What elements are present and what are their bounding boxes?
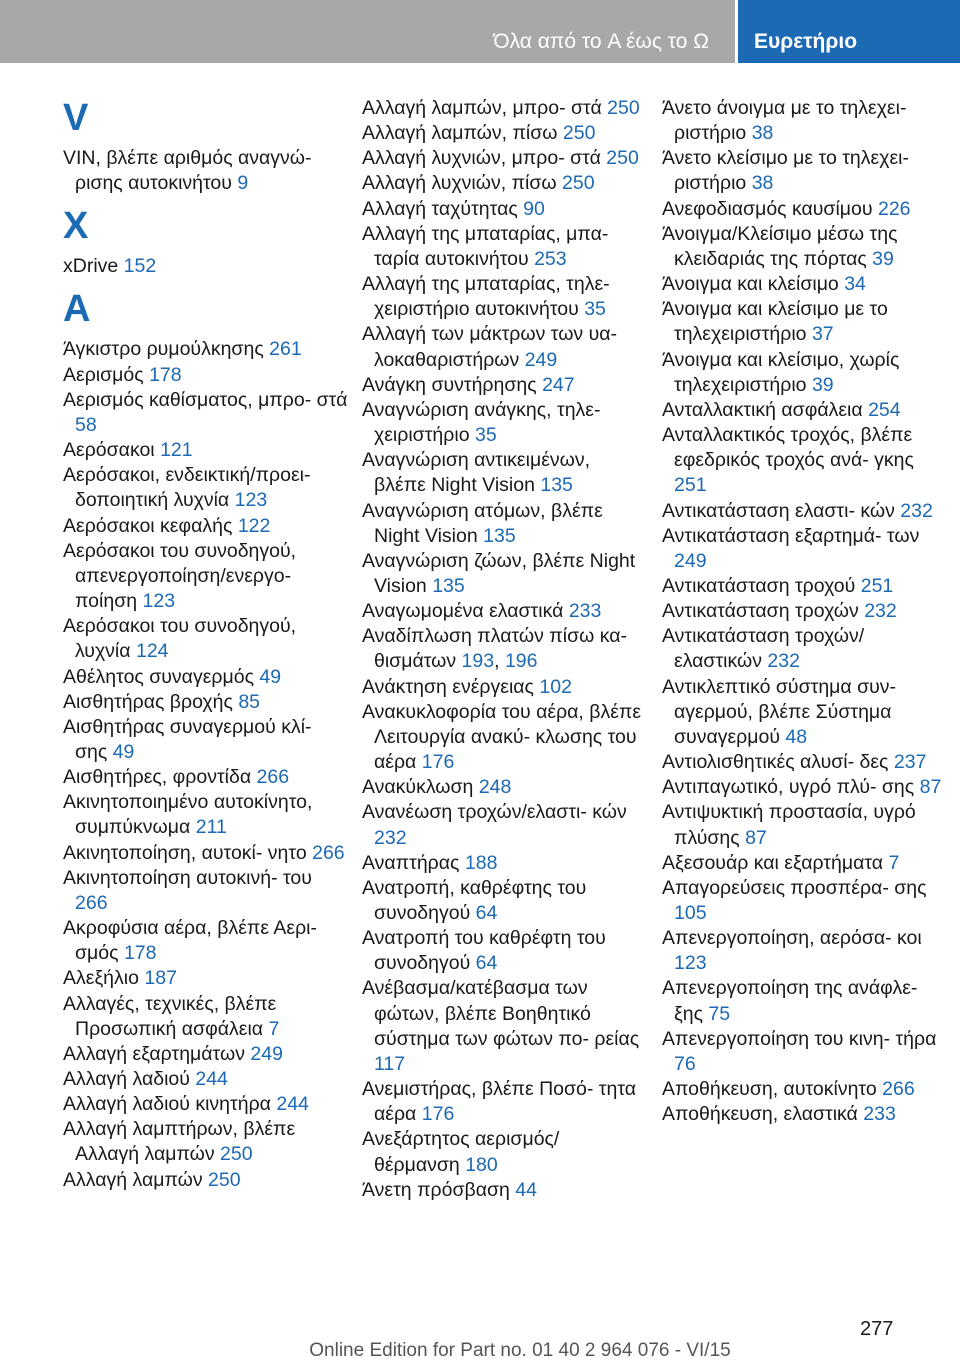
page-link[interactable]: 90	[523, 197, 545, 220]
page-link[interactable]: 49	[112, 740, 135, 763]
index-entry	[662, 574, 947, 599]
index-entry	[63, 690, 348, 715]
section-title: Όλα από το A έως το Ω	[493, 30, 709, 53]
index-entry	[362, 700, 647, 775]
page-header	[0, 0, 960, 63]
page-link[interactable]: 251	[674, 474, 707, 497]
page-link[interactable]: 254	[868, 398, 901, 421]
index-entry-text: Ανταλλακτική ασφάλεια	[662, 398, 869, 421]
page-link[interactable]: 49	[259, 665, 282, 688]
index-entry-text: Αερόσακοι	[63, 439, 161, 462]
index-column-2	[362, 96, 647, 1203]
index-entry	[362, 272, 647, 322]
page-link[interactable]: 123	[234, 489, 268, 512]
index-entry-text: Αλλαγή λαμπών, πίσω	[362, 122, 563, 145]
footer-edition	[0, 1340, 960, 1362]
index-entry	[63, 715, 348, 765]
page-link[interactable]: 85	[238, 690, 261, 713]
index-entry	[63, 765, 348, 790]
page-link[interactable]: 237	[893, 751, 927, 774]
index-entry-text: Ανέβασμα/κατέβασμα των φώτων, βλέπε Βοηθητικό σύστημα των φώτων πο‐ ρείας	[362, 977, 640, 1050]
index-entry-text: Αλλαγή λαμπτήρων, βλέπε Αλλαγή λαμπών	[63, 1118, 296, 1166]
index-entry	[63, 992, 348, 1042]
index-entry	[662, 348, 947, 398]
page-link[interactable]: 123	[142, 590, 176, 613]
page-link[interactable]: 233	[863, 1103, 896, 1126]
index-entry-text: Ανακύκλωση	[362, 776, 479, 799]
index-entry-text: Άνετο άνοιγμα με το τηλεχει‐ ριστήριο	[662, 97, 907, 145]
index-entry	[63, 790, 348, 840]
index-entry	[662, 1077, 947, 1102]
page-link[interactable]: 180	[465, 1153, 498, 1176]
index-entry-text: Ακινητοποίηση αυτοκινή‐ του	[63, 866, 312, 889]
index-entry	[362, 197, 647, 222]
index-entry-text: Απενεργοποίηση της ανάφλε‐ ξης	[662, 977, 918, 1025]
index-entry	[63, 146, 348, 196]
index-entry-text: Αντικατάσταση τροχών	[662, 600, 865, 623]
page-link[interactable]: 266	[312, 841, 345, 864]
index-entry	[662, 272, 947, 297]
index-entry-text: Αντιπαγωτικό, υγρό πλύ‐ σης	[662, 776, 920, 799]
index-entry	[362, 876, 647, 926]
index-entry	[662, 297, 947, 347]
index-entry-text: Αντικατάσταση τροχού	[662, 574, 861, 597]
index-entry	[362, 373, 647, 398]
index-entry	[662, 851, 947, 876]
page-link[interactable]: 196	[504, 650, 538, 673]
index-entry	[362, 800, 647, 850]
index-letter-heading: Α	[63, 288, 91, 331]
page-link[interactable]: 176	[421, 1103, 455, 1126]
index-entry	[362, 1077, 647, 1127]
page-link[interactable]: 249	[674, 549, 707, 572]
index-entry-text: Αλλαγή λαδιού κινητήρα	[63, 1093, 277, 1116]
index-entry-text: Αλλαγή λυχνιών, μπρο‐ στά	[362, 147, 607, 170]
index-entry-text: Αλλαγή των μάκτρων των υα‐ λοκαθαριστήρων	[362, 323, 618, 371]
index-entry	[362, 624, 647, 674]
page-link[interactable]: 188	[464, 851, 498, 874]
index-entry	[362, 322, 647, 372]
page-link[interactable]: 7	[888, 851, 900, 874]
index-entry-text: Αλλαγή της μπαταρίας, τηλε‐ χειριστήριο αυτοκινήτου	[362, 273, 610, 321]
index-entry-text: Αθέλητος συναγερμός	[63, 665, 260, 688]
page-separator: ,	[494, 650, 505, 673]
index-entry-text: Αερόσακοι, ενδεικτική/προει‐ δοποιητική λυχνία	[63, 464, 311, 512]
index-entry-text: Αξεσουάρ και εξαρτήματα	[662, 851, 889, 874]
page-link[interactable]: 87	[919, 776, 942, 799]
index-entry-text: Αλλαγή λαδιού	[63, 1068, 196, 1090]
page-link[interactable]: 75	[708, 1002, 731, 1025]
page-link[interactable]: 39	[872, 247, 894, 270]
page-link[interactable]: 105	[674, 902, 707, 924]
index-entry	[362, 675, 647, 700]
index-entry-text: Αλλαγή της μπαταρίας, μπα‐ ταρία αυτοκινήτου	[362, 222, 609, 270]
index-entry	[662, 499, 947, 524]
page-link[interactable]: 123	[674, 952, 707, 975]
page-link[interactable]: 232	[864, 600, 897, 623]
index-tab[interactable]	[738, 0, 960, 63]
page-link[interactable]: 232	[900, 499, 933, 522]
page-link[interactable]: 266	[882, 1078, 915, 1101]
page-link[interactable]: 261	[269, 338, 302, 361]
index-entry-text: Ακινητοποίηση, αυτοκί‐ νητο	[63, 841, 313, 864]
index-entry-text: Αλλαγή ταχύτητας	[362, 197, 524, 220]
page-link[interactable]: 247	[542, 373, 575, 396]
index-entry	[362, 599, 647, 624]
index-entry-text: Αντιολισθητικές αλυσί‐ δες	[662, 751, 894, 774]
index-entry	[362, 96, 647, 121]
index-entry-text: Αλλαγή λαμπών	[63, 1168, 209, 1191]
index-entry	[362, 146, 647, 171]
page-link[interactable]: 233	[568, 600, 602, 623]
index-entry-text: Απενεργοποίηση, αερόσα‐ κοι	[662, 927, 922, 950]
index-entry-text: Αναδίπλωση πλατών πίσω κα‐ θισμάτων	[362, 625, 628, 673]
index-entry-text: Άνετη πρόσβαση	[362, 1178, 516, 1201]
index-entry-text: Αναγνώριση ανάγκης, τηλε‐ χειριστήριο	[362, 398, 601, 447]
footer-text: Online Edition for Part no. 01 40 2 964 076 - VI/15	[309, 1340, 731, 1361]
index-entry	[662, 423, 947, 498]
index-entry-text: Ανάγκη συντήρησης	[362, 373, 543, 396]
index-entry-text: Αισθητήρες, φροντίδα	[63, 766, 257, 789]
page-link[interactable]: 102	[539, 675, 572, 698]
index-entry-text: Αντικατάσταση εξαρτημά‐ των	[662, 524, 920, 547]
index-entry	[362, 448, 647, 498]
index-entry-text: Ανεμιστήρας, βλέπε Ποσό‐ τητα αέρα	[362, 1078, 637, 1126]
page-link[interactable]: 249	[250, 1042, 283, 1065]
page-link[interactable]: 37	[811, 323, 834, 346]
page-number: 277	[860, 1318, 894, 1340]
index-column-1	[63, 96, 348, 1193]
index-entry	[662, 624, 947, 674]
index-entry-text: xDrive	[63, 255, 124, 278]
page-link[interactable]: 35	[474, 424, 497, 447]
index-entry-text: Άνετο κλείσιμο με το τηλεχει‐ ριστήριο	[662, 147, 909, 195]
index-entry-text: Αλλαγή εξαρτημάτων	[63, 1042, 251, 1065]
page-link[interactable]: 38	[751, 122, 774, 145]
index-entry	[662, 926, 947, 976]
index-entry	[362, 499, 647, 549]
index-entry-text: Αποθήκευση, αυτοκίνητο	[662, 1078, 883, 1101]
page-link[interactable]: 9	[237, 172, 249, 195]
index-entry	[662, 750, 947, 775]
page-link[interactable]: 64	[475, 902, 498, 924]
index-entry-text: Αντικατάσταση ελαστι‐ κών	[662, 499, 901, 522]
index-entry-text: Αλεξήλιο	[63, 967, 145, 990]
index-entry-text: Αερόσακοι κεφαλής	[63, 514, 238, 537]
index-entry	[63, 841, 348, 866]
page-link[interactable]: 244	[276, 1093, 309, 1116]
index-entry	[63, 665, 348, 690]
index-entry-text: Αερισμός καθίσματος, μπρο‐ στά	[63, 388, 348, 411]
index-entry	[362, 171, 647, 196]
index-entry	[362, 398, 647, 448]
page-link[interactable]: 178	[149, 363, 182, 386]
index-entry-text: Ακροφύσια αέρα, βλέπε Αερι‐ σμός	[63, 917, 317, 965]
index-entry-text: Αντικατάσταση τροχών/ ελαστικών	[662, 625, 865, 673]
index-entry-text: Αναγωμομένα ελαστικά	[362, 600, 569, 623]
index-entry-text: Άνοιγμα και κλείσιμο με το τηλεχειριστήριο	[662, 298, 888, 346]
page-link[interactable]: 121	[160, 439, 193, 462]
page-link[interactable]: 226	[877, 197, 911, 220]
index-entry	[63, 1168, 348, 1193]
page-link[interactable]: 232	[767, 650, 800, 673]
index-entry-text: Αναπτήρας	[362, 851, 465, 874]
index-entry	[63, 463, 348, 513]
page-link[interactable]: 176	[421, 751, 455, 774]
page-link[interactable]: 193	[461, 650, 495, 673]
index-entry-text: Άνοιγμα και κλείσιμο, χωρίς τηλεχειριστήριο	[662, 348, 900, 396]
index-entry	[362, 222, 647, 272]
index-entry	[662, 1102, 947, 1127]
index-entry	[63, 514, 348, 539]
page-link[interactable]: 34	[844, 273, 866, 296]
index-entry-text: Ανάκτηση ενέργειας	[362, 675, 540, 698]
index-entry	[63, 363, 348, 388]
page-link[interactable]: 250	[562, 122, 596, 145]
index-entry-text: Αναγνώριση αντικειμένων, βλέπε Night Vision	[362, 449, 591, 497]
index-entry	[662, 146, 947, 196]
page-link[interactable]: 122	[237, 514, 271, 537]
page-link[interactable]: 87	[745, 826, 767, 849]
index-entry-text: Αντικλεπτικό σύστημα συν‐ αγερμού, βλέπε Σύστημα συναγερμού	[662, 675, 897, 748]
index-entry-text: Αλλαγή λυχνιών, πίσω	[362, 172, 563, 195]
index-entry	[63, 614, 348, 664]
index-entry	[662, 675, 947, 750]
index-entry	[63, 1092, 348, 1117]
index-entry	[662, 1027, 947, 1077]
index-tab-label: Ευρετήριο	[754, 30, 858, 53]
index-entry	[63, 1042, 348, 1067]
page-link[interactable]: 248	[478, 776, 512, 799]
page-link[interactable]: 152	[123, 255, 157, 278]
index-entry	[63, 438, 348, 463]
index-entry	[362, 926, 647, 976]
index-entry	[662, 197, 947, 222]
index-entry	[362, 1178, 647, 1203]
index-entry-text: Ανεξάρτητος αερισμός/ θέρμανση	[362, 1128, 560, 1176]
index-entry-text: Ανατροπή του καθρέφτη του συνοδηγού	[362, 927, 606, 975]
index-letter-heading: X	[63, 205, 89, 248]
page-link[interactable]: 39	[811, 373, 834, 396]
index-entry-text: Αισθητήρας συναγερμού κλί‐ σης	[63, 715, 312, 763]
index-entry-text: Άνοιγμα/Κλείσιμο μέσω της κλειδαριάς της πόρτας	[662, 222, 898, 270]
index-entry	[662, 524, 947, 574]
page-link[interactable]: 38	[751, 172, 774, 195]
index-entry	[63, 388, 348, 438]
page-link[interactable]: 135	[483, 524, 516, 547]
index-entry	[362, 1127, 647, 1177]
page-link[interactable]: 266	[75, 891, 108, 914]
page-link[interactable]: 253	[534, 247, 567, 270]
page-link[interactable]: 244	[195, 1068, 228, 1090]
page-link[interactable]: 250	[606, 147, 639, 170]
index-entry	[63, 254, 348, 279]
page-link[interactable]: 135	[540, 474, 573, 497]
page-link[interactable]: 250	[607, 97, 640, 119]
index-entry	[63, 337, 348, 362]
index-entry	[662, 599, 947, 624]
index-entry-text: Άγκιστρο ρυμούλκησης	[63, 338, 270, 361]
page-link[interactable]: 64	[475, 952, 498, 975]
index-entry-text: Άνοιγμα και κλείσιμο	[662, 273, 845, 296]
index-entry-text: Αλλαγές, τεχνικές, βλέπε Προσωπική ασφάλεια	[63, 992, 277, 1040]
page-link[interactable]: 250	[562, 172, 595, 195]
page-link[interactable]: 250	[208, 1168, 241, 1191]
index-entry	[662, 96, 947, 146]
index-entry-text: Ακινητοποιημένο αυτοκίνητο, συμπύκνωμα	[63, 791, 313, 839]
page-link[interactable]: 58	[75, 413, 97, 436]
index-entry-text: Ανταλλακτικός τροχός, βλέπε εφεδρικός τροχός ανά‐ γκης	[662, 424, 914, 472]
page-link[interactable]: 178	[123, 942, 157, 965]
page-link[interactable]: 35	[584, 298, 606, 321]
page-link[interactable]: 187	[144, 967, 177, 990]
page-link[interactable]: 76	[674, 1052, 696, 1075]
index-entry-text: Αναγνώριση ατόμων, βλέπε Night Vision	[362, 499, 603, 547]
index-letter-heading: V	[63, 97, 89, 139]
index-entry-text: Ανανέωση τροχών/ελαστι‐ κών	[362, 801, 627, 824]
index-entry-text: Απαγορεύσεις προσπέρα‐ σης	[662, 876, 927, 899]
index-entry	[662, 976, 947, 1026]
index-entry-text: Αερόσακοι του συνοδηγού, λυχνία	[63, 615, 297, 663]
index-entry-text: Αντιψυκτική προστασία, υγρό πλύσης	[662, 801, 916, 849]
index-entry-text: Ανεφοδιασμός καυσίμου	[662, 197, 878, 220]
page-link[interactable]: 117	[374, 1052, 406, 1075]
page-link[interactable]: 211	[195, 816, 227, 839]
index-entry-text: Αποθήκευση, ελαστικά	[662, 1103, 864, 1126]
index-entry	[662, 222, 947, 272]
index-entry-text: Αισθητήρας βροχής	[63, 690, 239, 713]
index-entry	[362, 775, 647, 800]
index-entry-text: Αναγνώριση ζώων, βλέπε Night Vision	[362, 549, 636, 597]
index-entry	[362, 121, 647, 146]
index-entry-text: Ανακυκλοφορία του αέρα, βλέπε Λειτουργία ανακύ‐ κλωσης του αέρα	[362, 700, 642, 774]
index-entry	[63, 916, 348, 966]
page-link[interactable]: 44	[515, 1178, 537, 1201]
index-entry	[362, 549, 647, 599]
index-entry-text: Αερόσακοι του συνοδηγού, απενεργοποίηση/ενεργο‐ ποίηση	[63, 539, 297, 613]
index-entry	[63, 539, 348, 614]
page-link[interactable]: 250	[220, 1143, 253, 1166]
index-entry-text: VIN, βλέπε αριθμός αναγνώ‐ ρισης αυτοκινήτου	[63, 147, 312, 195]
page-link[interactable]: 124	[135, 640, 169, 663]
page-link[interactable]: 249	[524, 348, 558, 371]
section-tab	[0, 0, 735, 63]
index-column-3	[662, 96, 947, 1127]
index-entry-text: Αερισμός	[63, 363, 150, 386]
index-entry	[362, 976, 647, 1077]
page-link[interactable]: 266	[256, 766, 290, 789]
index-entry-text: Αλλαγή λαμπών, μπρο‐ στά	[362, 97, 608, 119]
index-entry	[63, 866, 348, 916]
page-link[interactable]: 7	[268, 1017, 280, 1040]
index-entry	[662, 398, 947, 423]
page-link[interactable]: 251	[860, 574, 894, 597]
index-entry	[63, 1117, 348, 1167]
page-link[interactable]: 232	[374, 826, 407, 849]
index-entry	[362, 851, 647, 876]
index-entry	[63, 1067, 348, 1092]
index-entry	[662, 800, 947, 850]
index-entry	[63, 966, 348, 991]
index-entry	[662, 876, 947, 926]
page-link[interactable]: 48	[785, 725, 808, 748]
index-entry-text: Απενεργοποίηση του κινη‐ τήρα	[662, 1027, 937, 1050]
index-entry	[662, 775, 947, 800]
index-entry-text: Ανατροπή, καθρέφτης του συνοδηγού	[362, 876, 587, 924]
page-link[interactable]: 135	[432, 574, 465, 597]
